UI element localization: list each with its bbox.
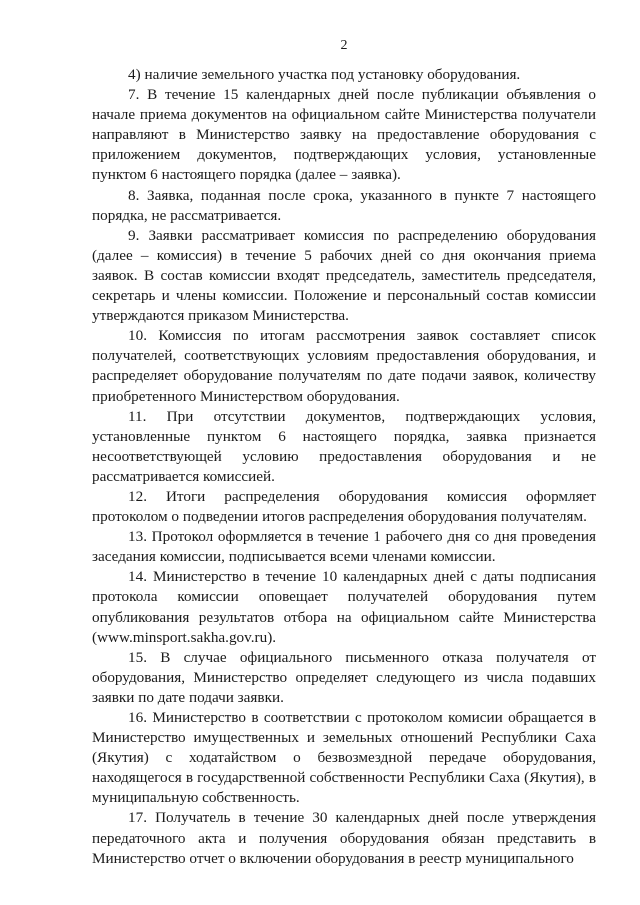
paragraph-clause-12: 12. Итоги распределения оборудования комиссия оформляет протоколом о подведении итогов распределения оборудования получателям. [92,487,596,526]
document-page [92,38,596,869]
page-number: 2 [340,38,348,53]
paragraph-clause-10: 10. Комиссия по итогам рассмотрения заявок составляет список получателей, соответствующих условиям предоставления оборудования, и распределяет оборудование получателям по дате подачи заявок, количеству приобретенного Министерством оборудования. [92,327,596,405]
paragraph-clause-8: 8. Заявка, поданная после срока, указанного в пункте 7 настоящего порядка, не рассматривается. [92,186,596,224]
paragraph-clause-15: 15. В случае официального письменного отказа получателя от оборудования, Министерство определяет следующего из числа подавших заявки по дате подачи заявки. [92,648,596,706]
paragraph-clause-14: 14. Министерство в течение 10 календарных дней с даты подписания протокола комиссии оповещает получателей оборудования путем опубликования результатов отбора на официальном сайте Министерства (www.minsport.sakha.gov.ru). [92,568,596,646]
paragraph-clause-7: 7. В течение 15 календарных дней после публикации объявления о начале приема документов на официальном сайте Министерства получатели направляют в Министерство заявку на предоставление оборудования с приложением документов, подтверждающих условия, установленные пунктом 6 настоящего порядка (далее – заявка). [92,86,596,184]
paragraph-item-4: 4) наличие земельного участка под установку оборудования. [128,66,521,83]
paragraph-clause-11: 11. При отсутствии документов, подтверждающих условия, установленные пунктом 6 настоящего порядка, заявка признается несоответствующей условию предоставления оборудования и не рассматривается комиссией. [92,407,596,485]
paragraph-clause-17: 17. Получатель в течение 30 календарных дней после утверждения передаточного акта и получения оборудования обязан представить в Министерство отчет о включении оборудования в реестр муниципального [92,809,596,867]
paragraph-clause-9: 9. Заявки рассматривает комиссия по распределению оборудования (далее – комиссия) в течение 5 рабочих дней со дня окончания приема заявок. В состав комиссии входят председатель, заместитель председателя, секретарь и члены комиссии. Положение и персональный состав комиссии утверждаются приказом Министерства. [92,226,596,325]
paragraph-clause-16: 16. Министерство в соответствии с протоколом комисии обращается в Министерство имущественных и земельных отношений Республики Саха (Якутия) с ходатайством о безвозмездной передаче оборудования, находящегося в государственной собственности Республики Саха (Якутия), в муниципальную собственность. [92,709,596,807]
paragraph-clause-13: 13. Протокол оформляется в течение 1 рабочего дня со дня проведения заседания комиссии, подписывается всеми членами комиссии. [92,528,596,566]
